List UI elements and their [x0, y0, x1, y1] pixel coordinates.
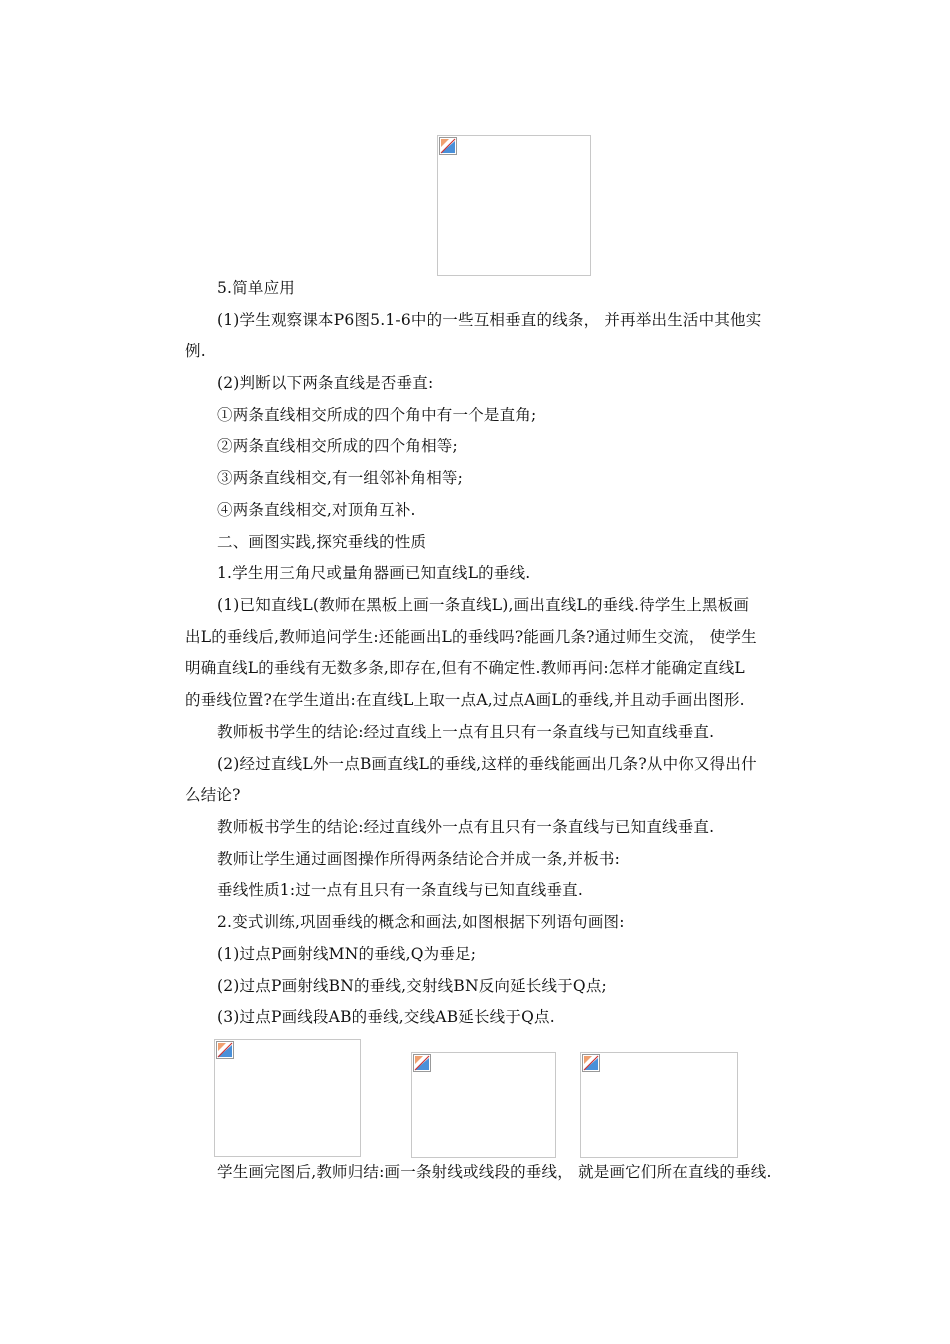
figure-image-1 — [214, 1039, 361, 1157]
broken-image-icon — [413, 1054, 431, 1072]
list-item: (1)过点P画射线MN的垂线,Q为垂足; — [217, 945, 477, 963]
paragraph-line: 垂线性质1:过一点有且只有一条直线与已知直线垂直. — [217, 881, 584, 899]
figure-image-top — [437, 135, 591, 276]
section-heading: 5.简单应用 — [217, 279, 295, 297]
paragraph-line: 教师板书学生的结论:经过直线上一点有且只有一条直线与已知直线垂直. — [217, 723, 715, 741]
paragraph-line: 教师板书学生的结论:经过直线外一点有且只有一条直线与已知直线垂直. — [217, 818, 715, 836]
paragraph-line: (1)学生观察课本P6图5.1-6中的一些互相垂直的线条， 并再举出生活中其他实 — [217, 311, 762, 329]
figure-image-3 — [580, 1052, 738, 1158]
figure-image-2 — [411, 1052, 556, 1158]
paragraph-line: 例. — [185, 342, 206, 360]
broken-image-icon — [439, 137, 457, 155]
paragraph-line: 教师让学生通过画图操作所得两条结论合并成一条,并板书: — [217, 850, 621, 868]
broken-image-icon — [216, 1041, 234, 1059]
paragraph-line: 出L的垂线后,教师追问学生:还能画出L的垂线吗?能画几条?通过师生交流， 使学生 — [185, 628, 757, 646]
list-item: ④两条直线相交,对顶角互补. — [217, 501, 416, 519]
paragraph-line: 么结论? — [185, 786, 241, 804]
list-item: (2)过点P画射线BN的垂线,交射线BN反向延长线于Q点; — [217, 977, 607, 995]
paragraph-line: 明确直线L的垂线有无数多条,即存在,但有不确定性.教师再问:怎样才能确定直线L — [185, 659, 745, 677]
section-heading: 二、画图实践,探究垂线的性质 — [217, 533, 427, 551]
list-item: ①两条直线相交所成的四个角中有一个是直角; — [217, 406, 537, 424]
paragraph-line: (1)已知直线L(教师在黑板上画一条直线L),画出直线L的垂线.待学生上黑板画 — [217, 596, 750, 614]
paragraph-line: 2.变式训练,巩固垂线的概念和画法,如图根据下列语句画图: — [217, 913, 625, 931]
broken-image-icon — [582, 1054, 600, 1072]
paragraph-line: 学生画完图后,教师归结:画一条射线或线段的垂线， 就是画它们所在直线的垂线. — [217, 1163, 772, 1181]
list-item: ③两条直线相交,有一组邻补角相等; — [217, 469, 464, 487]
paragraph-line: (2)经过直线L外一点B画直线L的垂线,这样的垂线能画出几条?从中你又得出什 — [217, 755, 757, 773]
paragraph-line: (2)判断以下两条直线是否垂直: — [217, 374, 434, 392]
list-item: ②两条直线相交所成的四个角相等; — [217, 437, 458, 455]
list-item: (3)过点P画线段AB的垂线,交线AB延长线于Q点. — [217, 1008, 555, 1026]
paragraph-line: 的垂线位置?在学生道出:在直线L上取一点A,过点A画L的垂线,并且动手画出图形. — [185, 691, 745, 709]
paragraph-line: 1.学生用三角尺或量角器画已知直线L的垂线. — [217, 564, 531, 582]
